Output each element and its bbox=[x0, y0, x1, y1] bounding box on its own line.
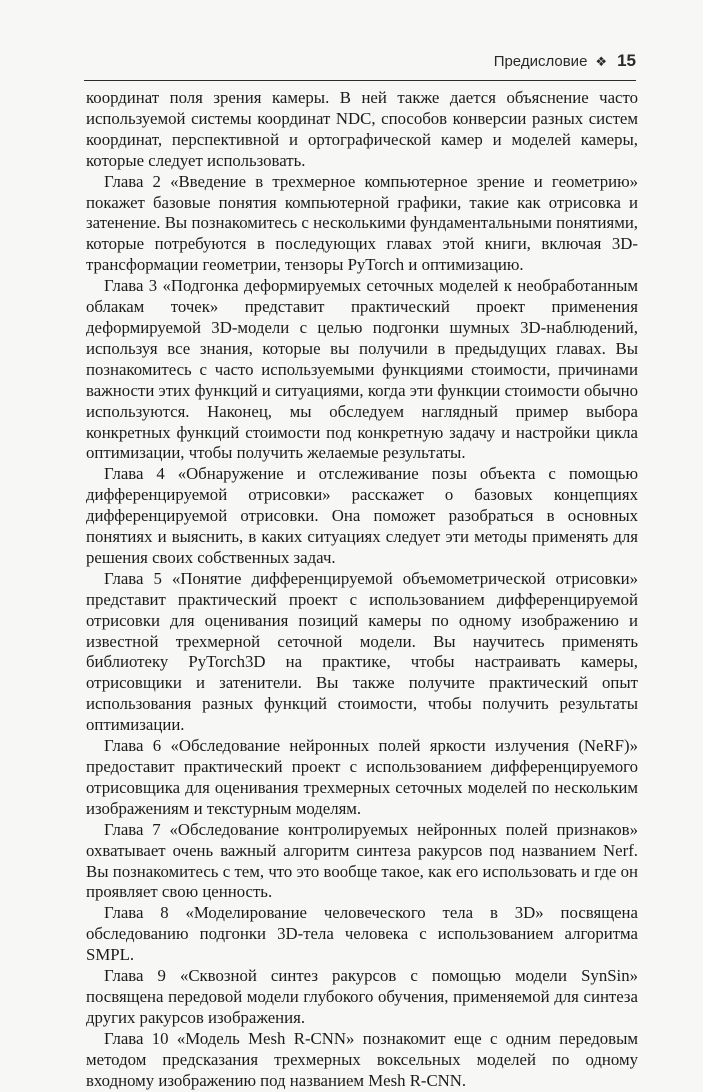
paragraph-chapter-2: Глава 2 «Введение в трехмерное компьютерное зрение и геометрию» покажет базовые понятия компьютерной графики, такие как отрисовка и затенение. Вы познакомитесь с несколькими фундаментальными понятиями, которые потребуются в последующих главах этой книги, включая 3D-трансформации геометрии, тензоры PyTorch и оптимизацию. bbox=[86, 171, 638, 275]
body-text bbox=[86, 88, 638, 1092]
paragraph-chapter-4: Глава 4 «Обнаружение и отслеживание позы объекта с помощью дифференцируемой отрисовки» расскажет о базовых концепциях дифференцируемой отрисовки. Она поможет разобраться в основных понятиях и выяснить, в каких ситуациях следует эти методы применять для решения своих собственных задач. bbox=[86, 464, 638, 567]
paragraph-chapter-9: Глава 9 «Сквозной синтез ракурсов с помощью модели SynSin» посвящена передовой модели глубокого обучения, применяемой для синтеза других ракурсов изображения. bbox=[86, 966, 638, 1027]
ornament-icon: ❖ bbox=[595, 53, 608, 69]
paragraph-chapter-6: Глава 6 «Обследование нейронных полей яркости излучения (NeRF)» предоставит практический проект с использованием дифференцируемого отрисовщика для оценивания трехмерных сеточных моделей по нескольким изображениям и текстурным моделям. bbox=[86, 736, 638, 818]
running-title: Предисловие bbox=[493, 52, 588, 70]
paragraph-chapter-8: Глава 8 «Моделирование человеческого тела в 3D» посвящена обследованию подгонки 3D-тела человека с использованием алгоритма SMPL. bbox=[86, 903, 638, 965]
paragraph-continued: координат поля зрения камеры. В ней также дается объяснение часто используемой системы координат NDC, способов конверсии разных систем координат, перспективной и ортографической камер и моделей камеры, которые следует использовать. bbox=[86, 88, 638, 170]
paragraph-chapter-10: Глава 10 «Модель Mesh R-CNN» познакомит еще с одним передовым методом предсказания трехмерных воксельных моделей по одному входному изображению под названием Mesh R-CNN. bbox=[86, 1028, 638, 1090]
header-rule bbox=[84, 80, 636, 81]
page-number: 15 bbox=[617, 51, 636, 70]
paragraph-chapter-5: Глава 5 «Понятие дифференцируемой объемометрической отрисовки» представит практический проект с использованием дифференцируемой отрисовки для оценивания позиций камеры по одному изображению и известной трехмерной сеточной модели. Вы научитесь применять библиотеку PyTorch3D на практике, чтобы настраивать камеры, отрисовщики и затенители. Вы также получите практический опыт использования разных функций стоимости, чтобы получить результаты оптимизации. bbox=[86, 568, 638, 735]
page-header bbox=[84, 46, 636, 76]
paragraph-chapter-3: Глава 3 «Подгонка деформируемых сеточных моделей к необработанным облакам точек» представит практический проект применения деформируемой 3D-модели с целью подгонки шумных 3D-наблюдений, используя все знания, которые вы получили в предыдущих главах. Вы познакомитесь с часто используемыми функциями стоимости, причинами важности этих функций и ситуациями, когда эти функции стоимости обычно используются. Наконец, мы обследуем наглядный пример выбора конкретных функций стоимости под конкретную задачу и настройки цикла оптимизации, чтобы получить желаемые результаты. bbox=[86, 276, 638, 463]
paragraph-chapter-7: Глава 7 «Обследование контролируемых нейронных полей признаков» охватывает очень важный алгоритм синтеза ракурсов под названием Nerf. Вы познакомитесь с тем, что это вообще такое, как его использовать и где он проявляет свою ценность. bbox=[86, 819, 638, 902]
